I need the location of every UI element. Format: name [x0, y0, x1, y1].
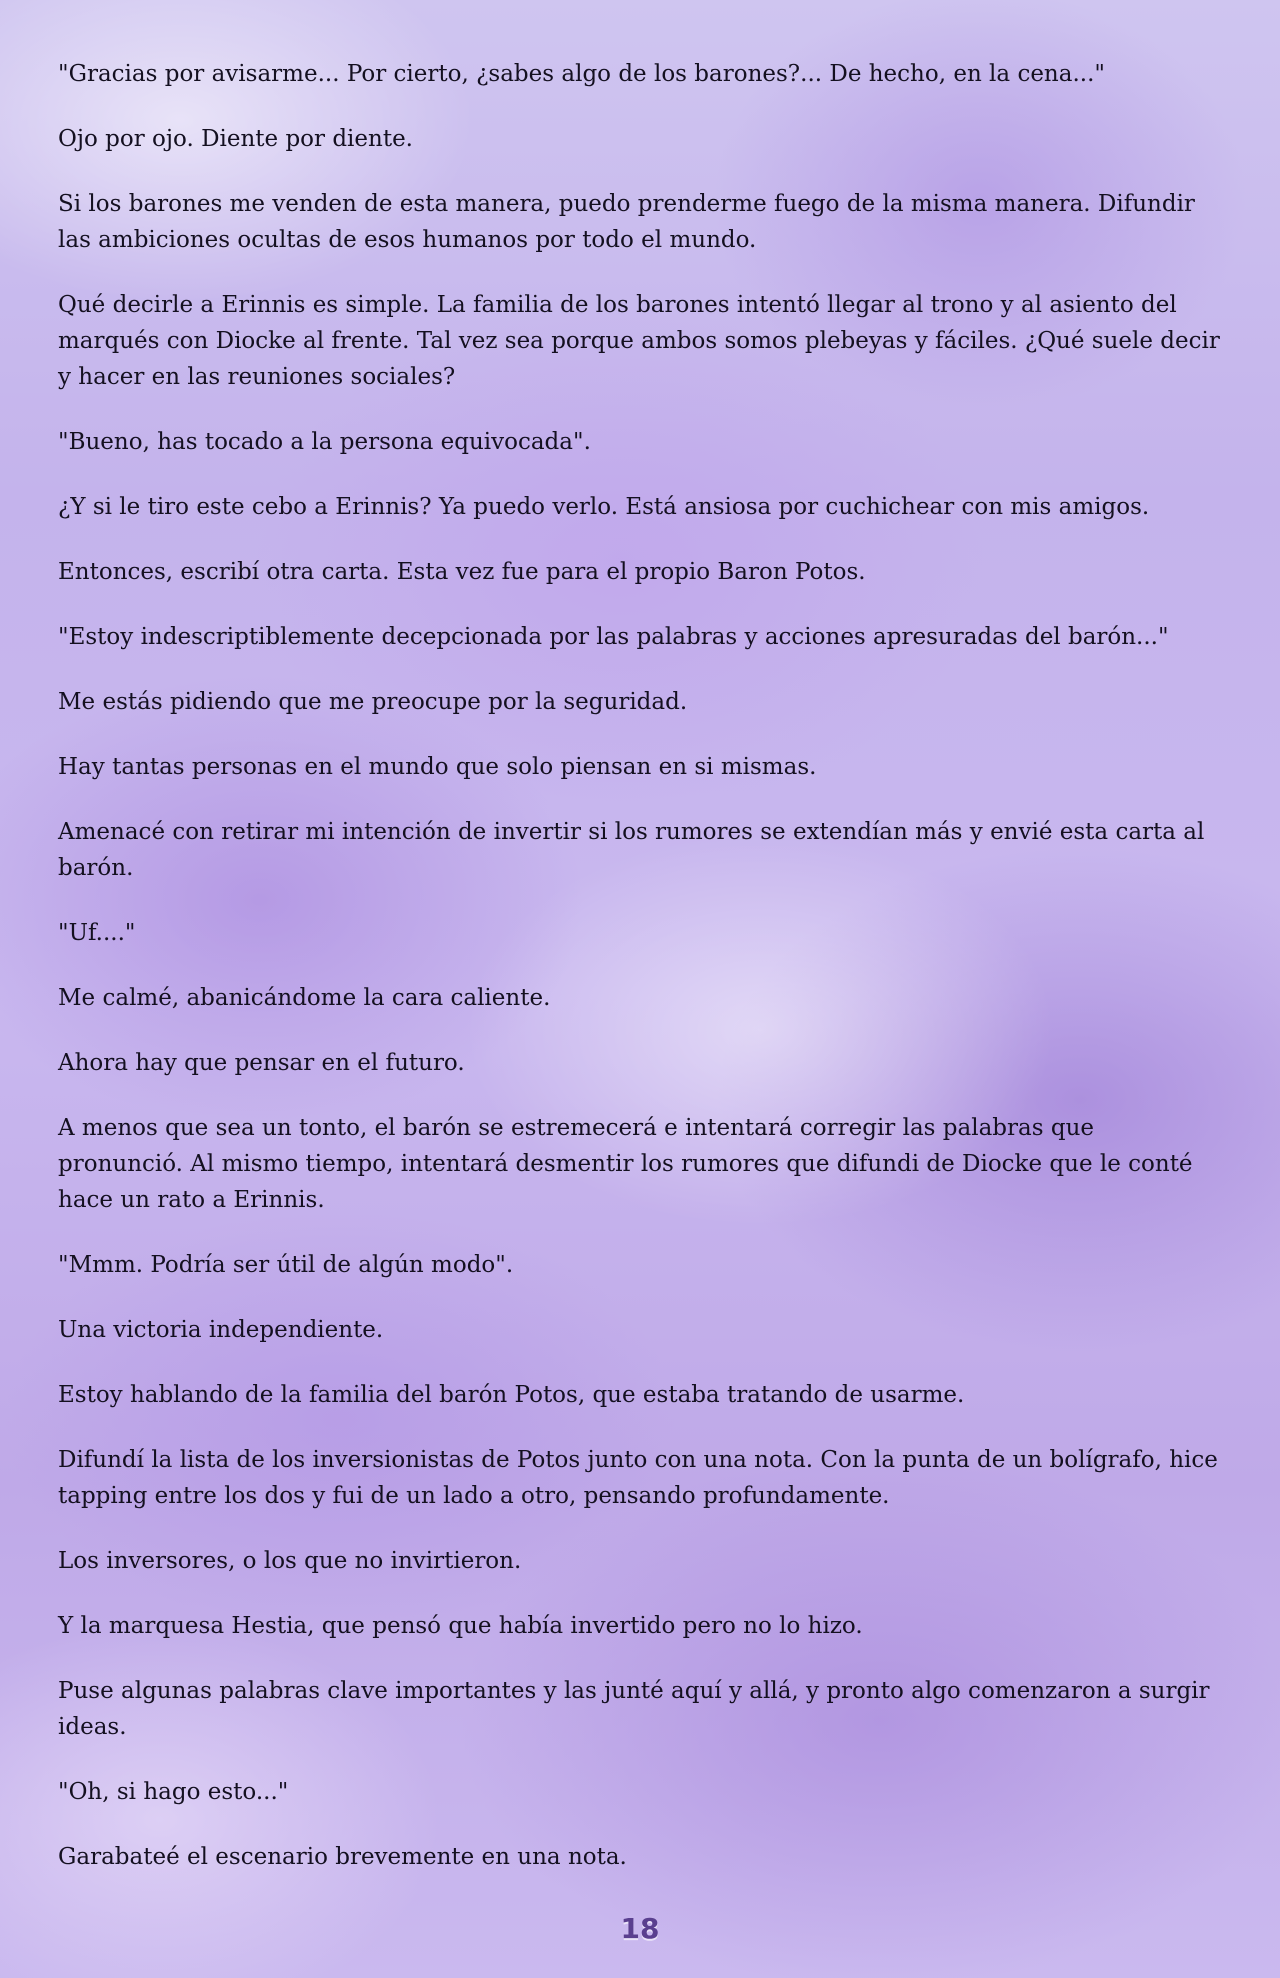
- paragraph: "Bueno, has tocado a la persona equivocada".: [58, 429, 591, 455]
- paragraph: Una victoria independiente.: [58, 1317, 384, 1343]
- paragraph: Puse algunas palabras clave importantes y las junté aquí y allá, y pronto algo comenzaron a surgir ideas.: [58, 1678, 1210, 1740]
- paragraph: Hay tantas personas en el mundo que solo piensan en si mismas.: [58, 754, 817, 780]
- paragraph: Ahora hay que pensar en el futuro.: [58, 1050, 465, 1076]
- paragraph: Me estás pidiendo que me preocupe por la seguridad.: [58, 689, 688, 715]
- paragraph: Y la marquesa Hestia, que pensó que había invertido pero no lo hizo.: [58, 1613, 863, 1639]
- paragraph: Los inversores, o los que no invirtieron.: [58, 1548, 522, 1574]
- paragraph: "Uf....": [58, 920, 136, 946]
- paragraph: Si los barones me venden de esta manera, puedo prenderme fuego de la misma manera. Difundir las ambiciones ocultas de esos humanos por todo el mundo.: [58, 191, 1195, 253]
- paragraph: Entonces, escribí otra carta. Esta vez fue para el propio Baron Potos.: [58, 559, 866, 585]
- body-text: [58, 56, 1222, 1904]
- paragraph: "Mmm. Podría ser útil de algún modo".: [58, 1252, 514, 1278]
- paragraph: "Estoy indescriptiblemente decepcionada por las palabras y acciones apresuradas del barón...": [58, 624, 1169, 650]
- paragraph: Ojo por ojo. Diente por diente.: [58, 126, 413, 152]
- paragraph: Me calmé, abanicándome la cara caliente.: [58, 985, 551, 1011]
- paragraph: Amenacé con retirar mi intención de invertir si los rumores se extendían más y envié esta carta al barón.: [58, 819, 1205, 881]
- paragraph: A menos que sea un tonto, el barón se estremecerá e intentará corregir las palabras que pronunció. Al mismo tiempo, intentará desmentir los rumores que difundi de Diocke que le conté hace un rato a Erinnis.: [58, 1115, 1193, 1213]
- paragraph: "Gracias por avisarme... Por cierto, ¿sabes algo de los barones?... De hecho, en la cena...": [58, 61, 1105, 87]
- paragraph: Estoy hablando de la familia del barón Potos, que estaba tratando de usarme.: [58, 1382, 965, 1408]
- paragraph: Garabateé el escenario brevemente en una nota.: [58, 1844, 627, 1870]
- paragraph: ¿Y si le tiro este cebo a Erinnis? Ya puedo verlo. Está ansiosa por cuchichear con mis amigos.: [58, 494, 1150, 520]
- paragraph: Qué decirle a Erinnis es simple. La familia de los barones intentó llegar al trono y al asiento del marqués con Diocke al frente. Tal vez sea porque ambos somos plebeyas y fáciles. ¿Qué suele decir y hacer en las reuniones sociales?: [58, 292, 1220, 390]
- paragraph: "Oh, si hago esto...": [58, 1779, 289, 1805]
- page-number: 18: [620, 1912, 660, 1945]
- paragraph: Difundí la lista de los inversionistas de Potos junto con una nota. Con la punta de un bolígrafo, hice tapping entre los dos y fui de un lado a otro, pensando profundamente.: [58, 1447, 1218, 1509]
